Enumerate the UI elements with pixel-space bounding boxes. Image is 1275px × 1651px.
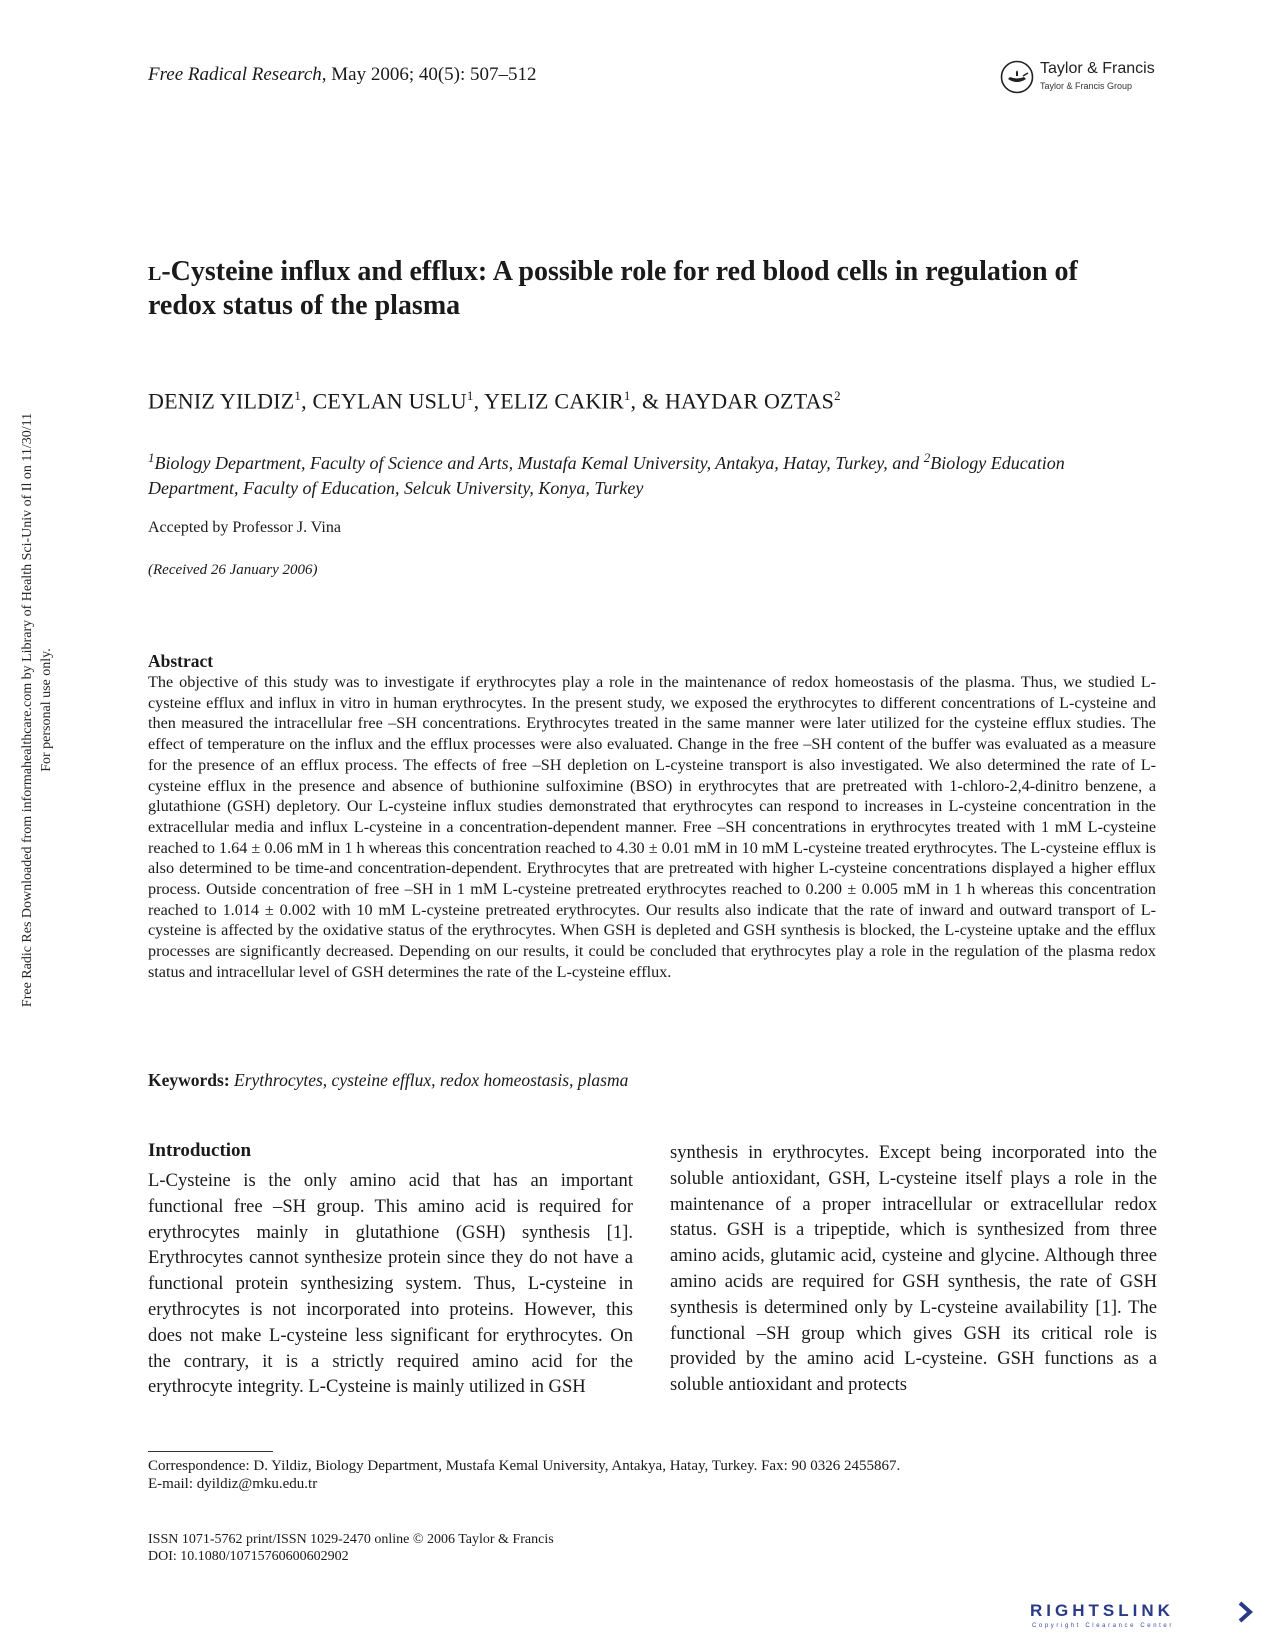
issn-block [148,1531,554,1565]
journal-issue: , May 2006; 40(5): 507–512 [321,64,537,85]
taylor-francis-lamp-icon [1000,60,1034,94]
correspondence-email: E-mail: dyildiz@mku.edu.tr [148,1476,318,1492]
affiliation-text: Biology Education Department, Faculty of Education, Selcuk University, Konya, Turkey [148,453,1065,498]
author-name: DENIZ YILDIZ [148,388,295,414]
publisher-name: Taylor & Francis [1040,60,1155,77]
accepted-by: Accepted by Professor J. Vina [148,519,341,536]
author-separator: , & [630,388,665,414]
author-affiliation-mark: 1 [294,388,302,403]
title-text: -Cysteine influx and efflux: A possible role for red blood cells in regulation of redox status of the plasma [148,256,1078,321]
received-date: (Received 26 January 2006) [148,562,318,578]
introduction-heading: Introduction [148,1140,252,1161]
keywords [148,1070,628,1091]
title-prefix: l [148,256,162,287]
watermark-line-2: For personal use only. [39,648,54,772]
author-name: CEYLAN USLU [312,388,467,414]
download-watermark [18,270,78,1150]
footnote-rule [148,1451,273,1452]
affiliations [148,445,1128,501]
doi-line: DOI: 10.1080/10715760600602902 [148,1549,349,1564]
author-affiliation-mark: 1 [466,388,474,403]
issn-line: ISSN 1071-5762 print/ISSN 1029-2470 online © 2006 Taylor & Francis [148,1532,554,1547]
keywords-text: Erythrocytes, cysteine efflux, redox homeostasis, plasma [234,1070,629,1090]
publisher-group: Taylor & Francis Group [1040,81,1133,91]
author-name: HAYDAR OZTAS [664,388,835,414]
author-affiliation-mark: 2 [834,388,841,403]
rightslink-brand: RIGHTSLINK [1030,1601,1174,1620]
correspondence-footnote [148,1457,1148,1493]
article-title [148,255,1108,323]
author-name: YELIZ CAKIR [484,388,624,414]
author-separator: , [301,388,313,414]
affiliation-mark: 1 [148,450,155,465]
keywords-label: Keywords: [148,1070,230,1090]
author-separator: , [473,388,485,414]
watermark-line-1: Free Radic Res Downloaded from informahealthcare.com by Library of Health Sci-Univ of Il on 11/30/11 [20,412,35,1008]
publisher-logo [1000,58,1160,98]
author-list [148,388,841,414]
abstract-heading: Abstract [148,651,214,671]
rightslink-arrow-icon [1236,1601,1256,1623]
introduction-right-column: synthesis in erythrocytes. Except being incorporated into the soluble antioxidant, GSH, L-cysteine itself plays a role in the maintenance of a proper intracellular or extracellular redox status. GSH is a tripeptide, which is synthesized from three amino acids, glutamic acid, cysteine and glycine. Although three amino acids are required for GSH synthesis, the rate of GSH synthesis is determined only by L-cysteine availability [1]. The functional –SH group which gives GSH its critical role is provided by the amino acid L-cysteine. GSH functions as a soluble antioxidant and protects [670,1142,1157,1396]
correspondence-text: Correspondence: D. Yildiz, Biology Department, Mustafa Kemal University, Antakya, Hatay, Turkey. Fax: 90 0326 2455867. [148,1458,901,1474]
journal-name: Free Radical Research [148,64,322,85]
affiliation-mark: 2 [923,450,931,465]
rightslink-tagline: Copyright Clearance Center [1032,1623,1174,1629]
introduction-left-column: L-Cysteine is the only amino acid that has an important functional free –SH group. This amino acid is required for erythrocytes mainly in glutathione (GSH) synthesis [1]. Erythrocytes cannot synthesize protein since they do not have a functional protein synthesizing system. Thus, L-cysteine in erythrocytes is not incorporated into proteins. However, this does not make L-cysteine less significant for erythrocytes. On the contrary, it is a strictly required amino acid for the erythrocyte integrity. L-Cysteine is mainly utilized in GSH [148,1170,633,1398]
author-affiliation-mark: 1 [623,388,631,403]
affiliation-text: Biology Department, Faculty of Science and Arts, Mustafa Kemal University, Antakya, Hatay, Turkey, and [154,453,924,473]
journal-citation [148,64,537,86]
rightslink-logo [1030,1601,1260,1633]
abstract-text: The objective of this study was to investigate if erythrocytes play a role in the maintenance of redox homeostasis of the plasma. Thus, we studied L-cysteine efflux and influx in vitro in human erythrocytes. In the present study, we exposed the erythrocytes to different concentrations of L-cysteine and then measured the intracellular free –SH concentrations. Erythrocytes treated in the same manner were later utilized for the cysteine efflux studies. The effect of temperature on the influx and the efflux processes were also evaluated. Change in the free –SH content of the buffer was evaluated as a measure for the presence of an efflux process. The effects of free –SH depletion on L-cysteine transport is also investigated. We also determined the rate of L-cysteine efflux in the presence and absence of buthionine sulfoximine (BSO) in erythrocytes that are pretreated with 1-chloro-2,4-dinitro benzene, a glutathione (GSH) depletory. Our L-cysteine influx studies demonstrated that erythrocytes can respond to increases in L-cysteine concentration in the extracellular media and influx L-cysteine in a concentration-dependent manner. Free –SH concentrations in erythrocytes treated with 1 mM L-cysteine reached to 1.64 ± 0.06 mM in 1 h whereas this concentration reached to 4.30 ± 0.01 mM in 10 mM L-cysteine treated erythrocytes. The L-cysteine efflux is also determined to be time-and concentration-dependent. Erythrocytes that are pretreated with higher L-cysteine concentrations displayed a higher efflux process. Outside concentration of free –SH in 1 mM L-cysteine pretreated erythrocytes reached to 0.200 ± 0.005 mM in 1 h whereas this concentration reached to 1.014 ± 0.002 with 10 mM L-cysteine pretreated erythrocytes. Our results also indicate that the rate of inward and outward transport of L-cysteine is affected by the oxidative status of the erythrocytes. When GSH is depleted and GSH synthesis is blocked, the L-cysteine uptake and the efflux processes are significantly decreased. Depending on our results, it could be concluded that erythrocytes play a role in the regulation of the plasma redox status and intracellular level of GSH determines the rate of the L-cysteine efflux. [148,673,1156,981]
